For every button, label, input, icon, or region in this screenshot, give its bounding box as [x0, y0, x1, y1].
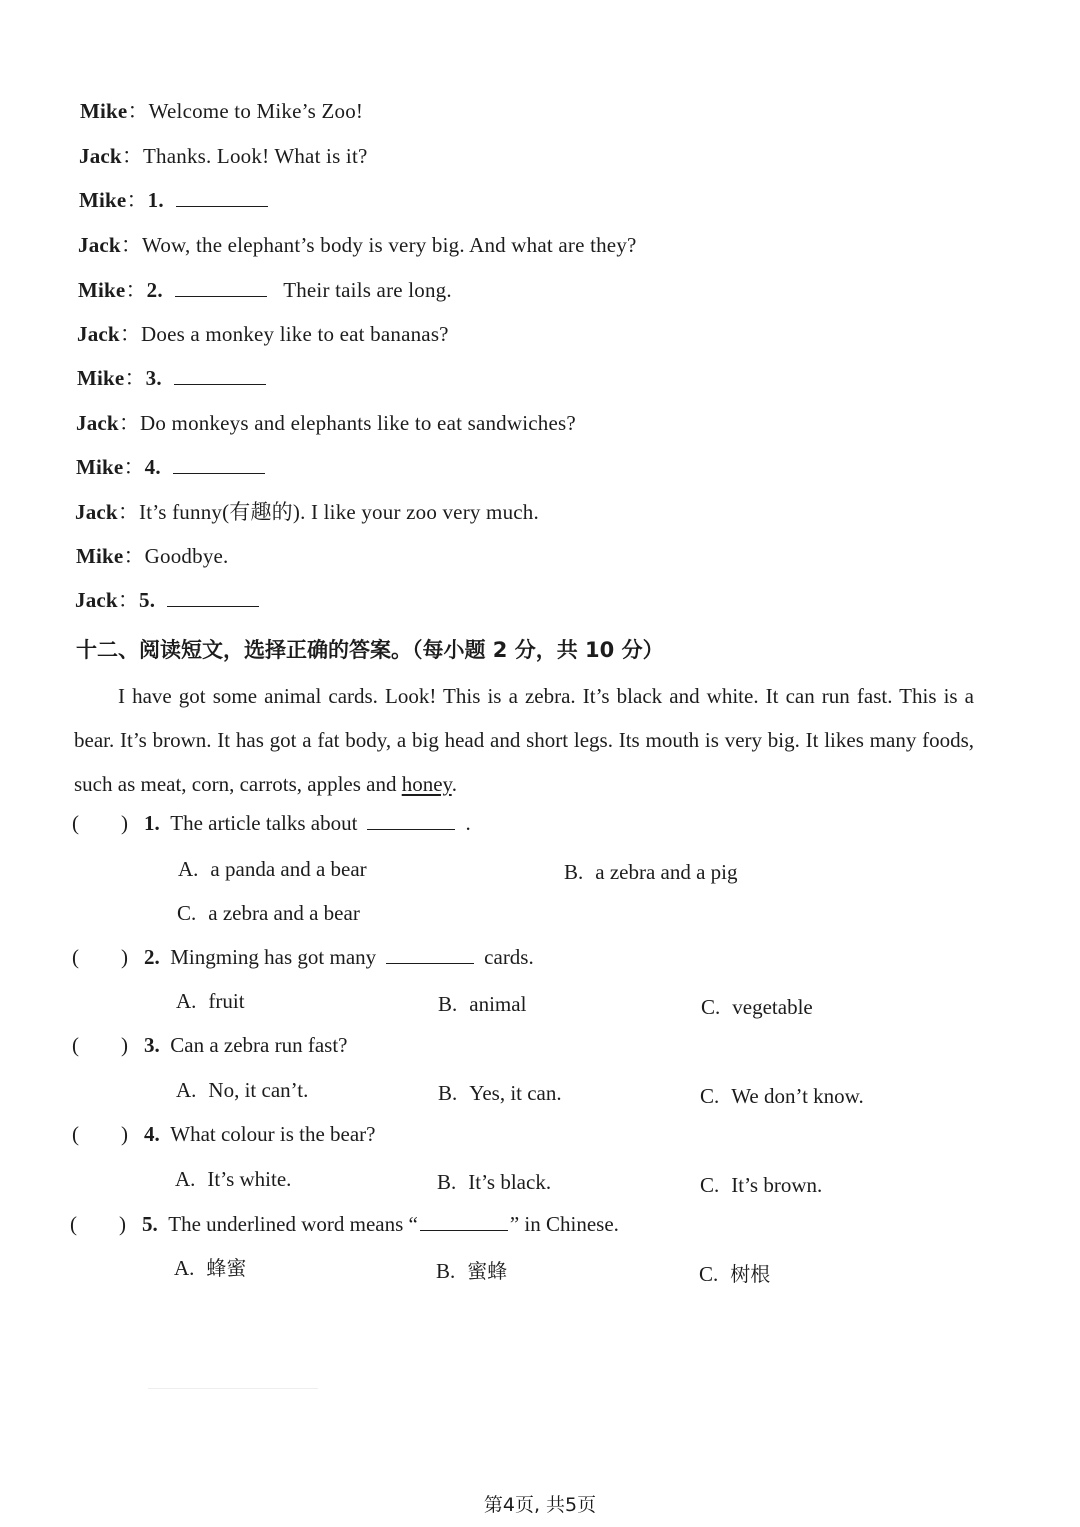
page-number: 第4页, 共5页 [483, 1494, 597, 1516]
option-text: a zebra and a pig [595, 860, 738, 884]
section-title: 十二、阅读短文，选择正确的答案。（每小题 2 分，共 10 分） [76, 638, 664, 662]
answer-parentheses[interactable]: ( ) [70, 1212, 126, 1236]
speaker-name: Jack [77, 322, 120, 346]
option-text: a zebra and a bear [208, 901, 360, 925]
answer-blank-4[interactable] [173, 455, 265, 474]
speaker-separator: ： [123, 544, 145, 568]
dialogue-text: Wow, the elephant’s body is very big. And what are they? [142, 233, 637, 257]
answer-parentheses[interactable]: ( ) [72, 811, 128, 835]
reading-passage [74, 674, 974, 806]
option-a[interactable] [176, 988, 245, 1014]
blank-number: 4. [144, 455, 161, 479]
dialogue-line-5 [78, 277, 452, 303]
speaker-name: Mike [79, 188, 127, 212]
speaker-name: Jack [75, 588, 118, 612]
question-stem: The article talks about [170, 811, 358, 835]
option-b[interactable] [438, 1080, 562, 1106]
option-text: a panda and a bear [210, 857, 367, 881]
option-text: 蜜蜂 [467, 1259, 508, 1283]
speaker-name: Jack [76, 411, 119, 435]
option-c[interactable] [700, 1172, 822, 1198]
option-letter: C. [700, 1084, 720, 1108]
answer-blank-1[interactable] [176, 188, 268, 207]
speaker-separator: ： [117, 500, 140, 524]
option-c[interactable] [701, 994, 813, 1020]
question-stem: What colour is the bear? [170, 1122, 376, 1146]
answer-blank-3[interactable] [174, 366, 266, 385]
underlined-word: honey [401, 772, 452, 796]
answer-parentheses[interactable]: ( ) [72, 1033, 128, 1057]
blank-number: 1. [147, 188, 164, 212]
option-letter: C. [700, 1173, 720, 1197]
dialogue-text: Goodbye. [144, 544, 229, 568]
question-4 [72, 1121, 376, 1147]
dialogue-line-11 [76, 543, 229, 569]
option-b[interactable] [436, 1258, 507, 1284]
answer-blank-5[interactable] [167, 588, 259, 607]
dialogue-text: Thanks. Look! What is it? [143, 144, 368, 168]
option-text: 树根 [730, 1262, 771, 1286]
dialogue-line-2 [79, 143, 368, 169]
option-a[interactable] [176, 1077, 308, 1103]
dialogue-line-1 [80, 98, 363, 124]
question-number: 4. [144, 1122, 160, 1146]
faint-divider [148, 1388, 318, 1389]
dialogue-line-12 [75, 587, 259, 613]
speaker-name: Mike [80, 99, 128, 123]
option-b[interactable] [437, 1169, 551, 1195]
option-text: It’s white. [207, 1167, 292, 1191]
option-text: No, it can’t. [208, 1078, 309, 1102]
option-c[interactable] [177, 900, 360, 926]
question-stem: Mingming has got many [170, 945, 377, 969]
speaker-name: Mike [78, 278, 126, 302]
dialogue-line-10 [75, 499, 539, 525]
speaker-separator: ： [124, 366, 146, 390]
answer-parentheses[interactable]: ( ) [72, 945, 128, 969]
option-text: It’s black. [468, 1170, 552, 1194]
option-text: vegetable [732, 995, 813, 1019]
passage-end: . [451, 772, 457, 796]
question-2 [72, 944, 534, 970]
option-letter: A. [178, 857, 199, 881]
dialogue-line-8 [76, 410, 576, 436]
question-5 [70, 1211, 619, 1237]
speaker-name: Mike [76, 455, 124, 479]
dialogue-text: It’s funny(有趣的). I like your zoo very much. [139, 500, 539, 524]
question-blank[interactable] [367, 811, 455, 830]
question-stem: The underlined word means “ [168, 1212, 418, 1236]
blank-number: 2. [146, 278, 163, 302]
option-a[interactable] [178, 856, 367, 882]
option-text: 蜂蜜 [206, 1256, 247, 1280]
blank-number: 5. [139, 588, 156, 612]
dialogue-text: Do monkeys and elephants like to eat sandwiches? [140, 411, 576, 435]
option-letter: C. [701, 995, 721, 1019]
question-number: 1. [144, 811, 160, 835]
option-letter: A. [175, 1167, 196, 1191]
question-stem-end: . [465, 811, 471, 835]
blank-number: 3. [145, 366, 162, 390]
question-number: 3. [144, 1033, 160, 1057]
option-a[interactable] [175, 1166, 291, 1192]
answer-parentheses[interactable]: ( ) [72, 1122, 128, 1146]
speaker-separator: ： [126, 188, 148, 212]
question-number: 2. [144, 945, 160, 969]
option-b[interactable] [438, 991, 526, 1017]
speaker-separator: ： [127, 99, 149, 123]
question-stem-end: cards. [484, 945, 534, 969]
option-letter: B. [436, 1259, 456, 1283]
option-letter: C. [699, 1262, 719, 1286]
option-b[interactable] [564, 859, 738, 885]
option-letter: A. [176, 989, 197, 1013]
question-stem: Can a zebra run fast? [170, 1033, 348, 1057]
speaker-separator: ： [117, 588, 140, 612]
speaker-name: Mike [76, 544, 124, 568]
question-blank[interactable] [386, 945, 474, 964]
option-text: We don’t know. [731, 1084, 864, 1108]
speaker-separator: ： [120, 233, 143, 257]
option-letter: B. [564, 860, 584, 884]
option-text: fruit [208, 989, 245, 1013]
question-1 [72, 810, 471, 836]
question-3 [72, 1032, 348, 1058]
speaker-separator: ： [121, 144, 144, 168]
option-text: Yes, it can. [469, 1081, 562, 1105]
dialogue-text: Does a monkey like to eat bananas? [141, 322, 449, 346]
question-number: 5. [142, 1212, 158, 1236]
speaker-separator: ： [125, 278, 147, 302]
speaker-separator: ： [123, 455, 145, 479]
option-text: It’s brown. [731, 1173, 823, 1197]
dialogue-text: Welcome to Mike’s Zoo! [148, 99, 364, 123]
option-letter: B. [438, 992, 458, 1016]
option-text: animal [469, 992, 527, 1016]
option-letter: A. [176, 1078, 197, 1102]
option-letter: B. [437, 1170, 457, 1194]
dialogue-text: Their tails are long. [283, 278, 452, 302]
question-stem-end: ” in Chinese. [509, 1212, 619, 1236]
speaker-name: Mike [77, 366, 125, 390]
option-c[interactable] [699, 1261, 770, 1287]
passage-text: I have got some animal cards. Look! This is a zebra. It’s black and white. It can run fast. This is a bear. It’s brown. It has got a fat body, a big head and short legs. Its mouth is very big. It likes many foods, such as meat, corn, carrots, apples and [74, 684, 974, 796]
option-letter: B. [438, 1081, 458, 1105]
speaker-name: Jack [75, 500, 118, 524]
speaker-name: Jack [78, 233, 121, 257]
option-letter: A. [174, 1256, 195, 1280]
question-blank[interactable] [420, 1212, 508, 1231]
dialogue-line-4 [78, 232, 637, 258]
dialogue-line-3 [79, 187, 268, 213]
answer-blank-2[interactable] [175, 278, 267, 297]
dialogue-line-9 [76, 454, 265, 480]
speaker-name: Jack [79, 144, 122, 168]
option-c[interactable] [700, 1083, 864, 1109]
speaker-separator: ： [119, 322, 142, 346]
option-a[interactable] [174, 1255, 246, 1281]
dialogue-line-7 [77, 365, 266, 391]
option-letter: C. [177, 901, 197, 925]
speaker-separator: ： [118, 411, 141, 435]
dialogue-line-6 [77, 321, 449, 347]
